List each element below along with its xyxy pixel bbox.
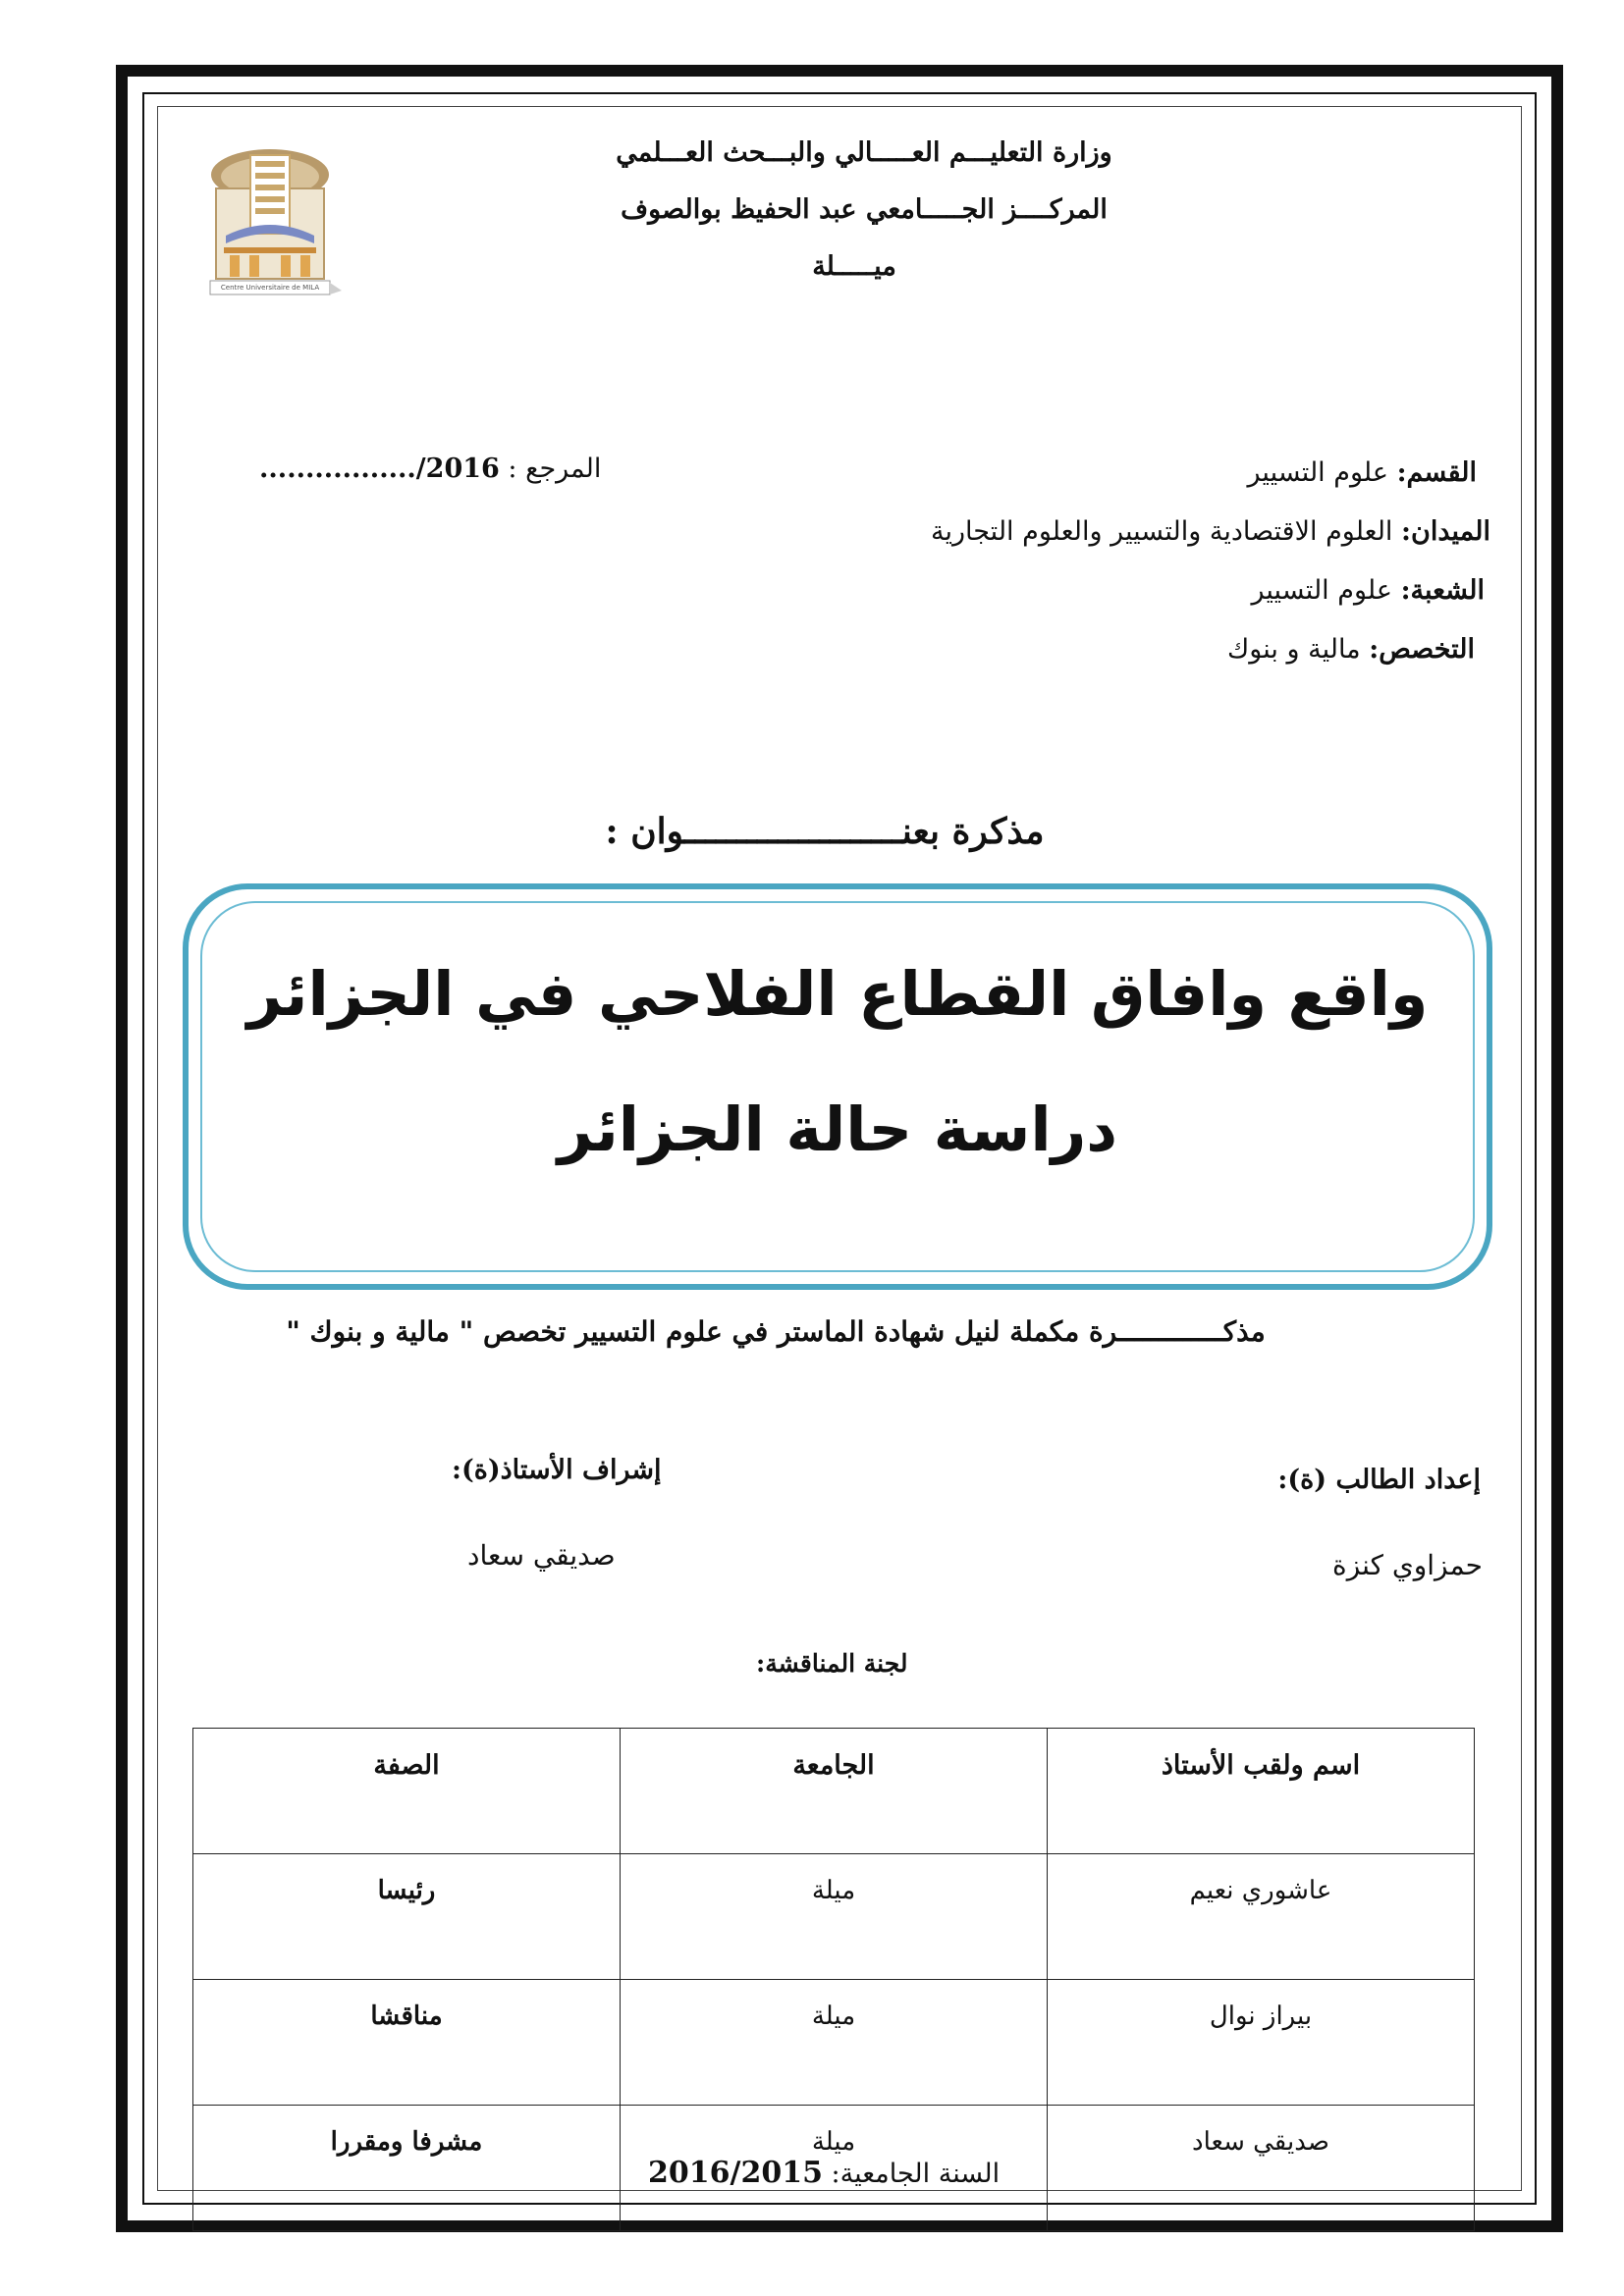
- member-role: رئيسا: [193, 1854, 621, 1980]
- specialty-label: التخصص:: [1369, 634, 1475, 665]
- member-role: مناقشا: [193, 1980, 621, 2106]
- committee-row: [193, 1980, 1475, 2106]
- specialty-value: مالية و بنوك: [1227, 634, 1361, 665]
- ministry-name: وزارة التعليـــم العـــــالي والبـــحث العـــلمي: [616, 137, 1112, 168]
- field-value: العلوم الاقتصادية والتسيير والعلوم التجارية: [930, 516, 1393, 547]
- branch-line: [1252, 575, 1485, 606]
- academic-year-value: 2016/2015: [648, 2156, 823, 2190]
- supervisor-name: صديقي سعاد: [467, 1539, 616, 1572]
- department-value: علوم التسيير: [1247, 457, 1388, 488]
- member-name: صديقي سعاد: [1048, 2106, 1475, 2231]
- student-label: إعداد الطالب (ة):: [1277, 1465, 1481, 1495]
- committee-title: لجنة المناقشة:: [756, 1649, 908, 1678]
- header-professor-name: اسم ولقب الأستاذ: [1048, 1729, 1475, 1854]
- academic-year-label: السنة الجامعية:: [831, 2159, 1001, 2189]
- member-university: ميلة: [621, 2106, 1048, 2231]
- branch-label: الشعبة:: [1400, 575, 1485, 606]
- degree-statement: مذكـــــــــــــرة مكملة لنيل شهادة الماستر في علوم التسيير تخصص " مالية و بنوك ": [286, 1315, 1266, 1348]
- university-center-name: المركــــز الجـــــامعي عبد الحفيظ بوالصوف: [621, 194, 1108, 225]
- department-line: [1248, 457, 1477, 488]
- member-name: بيراز نوال: [1048, 1980, 1475, 2106]
- memo-title-label: مذكرة بعنـــــــــــــــــــــوان :: [605, 811, 1045, 852]
- reference-line: [259, 454, 601, 484]
- supervisor-label: إشراف الأستاذ(ة):: [452, 1455, 662, 1485]
- city-name: ميـــــلة: [812, 251, 896, 282]
- thesis-title-line-1: واقع وافاق القطاع الفلاحي في الجزائر: [246, 958, 1429, 1030]
- member-role: مشرفا ومقررا: [193, 2106, 621, 2231]
- header-role: الصفة: [193, 1729, 621, 1854]
- field-label: الميدان:: [1401, 516, 1490, 547]
- student-name: حمزاوي كنزة: [1332, 1549, 1483, 1581]
- header-university: الجامعة: [621, 1729, 1048, 1854]
- committee-row: [193, 1854, 1475, 1980]
- field-line: [931, 516, 1490, 547]
- specialty-line: [1227, 634, 1475, 665]
- academic-year-line: [648, 2156, 1000, 2190]
- thesis-title-box: [183, 883, 1492, 1290]
- committee-header-row: [193, 1729, 1475, 1854]
- reference-label: المرجع :: [508, 454, 602, 484]
- logo-caption: Centre Universitaire de MILA: [220, 284, 320, 292]
- thesis-title-line-2: دراسة حالة الجزائر: [557, 1094, 1118, 1165]
- branch-value: علوم التسيير: [1251, 575, 1392, 606]
- department-label: القسم:: [1396, 457, 1477, 488]
- member-name: عاشوري نعيم: [1048, 1854, 1475, 1980]
- member-university: ميلة: [621, 1854, 1048, 1980]
- reference-value: ................./2016: [259, 454, 500, 484]
- thesis-title-box-inner-border: [200, 901, 1475, 1272]
- university-logo: [196, 145, 344, 302]
- member-university: ميلة: [621, 1980, 1048, 2106]
